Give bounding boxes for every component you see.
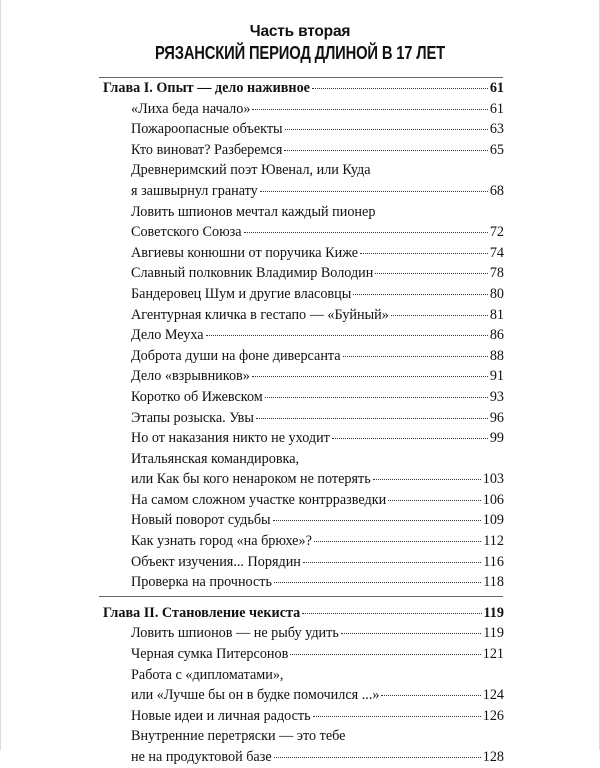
toc-entry-line [103, 706, 504, 727]
toc-page-number: 80 [489, 285, 504, 302]
toc-entry-title: Дело «взрывников» [131, 368, 250, 385]
toc-page-number: 63 [489, 121, 504, 138]
toc-entry-line [103, 623, 504, 644]
chapter-gap [103, 593, 504, 603]
toc-page-number: 119 [483, 625, 504, 642]
chapter-title: Глава I. Опыт — дело наживное [103, 80, 310, 96]
toc-entry-title: Как узнать город «на брюхе»? [131, 533, 312, 550]
chapter-title: Глава II. Становление чекиста [103, 604, 301, 621]
toc-entry-line [103, 263, 504, 284]
chapter-page-number: 119 [483, 604, 504, 621]
dot-leader [290, 654, 480, 655]
toc-entry-line [103, 449, 504, 470]
dot-leader [244, 232, 488, 233]
dot-leader [252, 109, 487, 110]
toc-entry-title: «Лиха беда начало» [131, 100, 251, 117]
dot-leader [314, 541, 481, 542]
dot-leader [388, 500, 481, 501]
toc-entry-title: Внутренние перетряски — это тебе [131, 728, 346, 745]
toc-entry-title: не на продуктовой базе [131, 749, 272, 765]
toc-entry-line [103, 243, 504, 264]
dot-leader [381, 695, 480, 696]
toc-page-number: 91 [489, 368, 504, 385]
dot-leader [312, 88, 488, 89]
toc-entry-title: На самом сложном участке контрразведки [131, 491, 387, 508]
part-label: Часть вторая [249, 23, 351, 40]
toc-entry-title: Новый поворот судьбы [131, 512, 271, 529]
toc-entry-line [103, 140, 504, 161]
toc-entry-title: Работа с «дипломатами», [131, 666, 284, 683]
dot-leader [353, 294, 488, 295]
dot-leader [256, 418, 488, 419]
toc-page-number: 74 [489, 244, 504, 261]
toc-entry-line [103, 119, 504, 140]
toc-page-number: 96 [489, 409, 504, 426]
toc-entry-line [103, 469, 504, 490]
toc-entry-title: Коротко об Ижевском [131, 388, 263, 405]
dot-leader [274, 582, 481, 583]
toc-entry-line [103, 644, 504, 665]
toc-entry-line [103, 284, 504, 305]
toc-page-number: 103 [482, 471, 504, 488]
toc-entry-title: Черная сумка Питерсонов [131, 646, 289, 663]
toc-entry-line [103, 408, 504, 429]
toc-entry-line [103, 726, 504, 747]
dot-leader [274, 757, 481, 758]
dot-leader [260, 191, 488, 192]
toc-entry-line [103, 665, 504, 686]
toc-entry-line [103, 346, 504, 367]
dot-leader [375, 273, 487, 274]
dot-leader [373, 479, 481, 480]
toc-page-number: 61 [489, 100, 504, 117]
toc-entry-title: или «Лучше бы он в будке помочился ...» [131, 687, 380, 704]
toc-entry-title: Советского Союза [131, 224, 242, 241]
part-title: РЯЗАНСКИЙ ПЕРИОД ДЛИНОЙ В 17 ЛЕТ [154, 43, 446, 63]
toc-page-number: 65 [489, 141, 504, 158]
toc-page-number: 78 [489, 265, 504, 282]
dot-leader [302, 613, 481, 614]
toc-entry-title: Славный полковник Владимир Володин [131, 265, 374, 282]
toc-entry-line [103, 685, 504, 706]
dot-leader [303, 562, 481, 563]
toc-entry-line [103, 428, 504, 449]
toc-entry-line [103, 572, 504, 593]
toc-entry-line [103, 510, 504, 531]
dot-leader [273, 520, 481, 521]
toc-entry-title: Ловить шпионов — не рыбу удить [131, 625, 339, 642]
toc-page-number: 88 [489, 347, 504, 364]
toc-page-number: 116 [483, 553, 504, 570]
dot-leader [206, 335, 488, 336]
toc-entry-title: я зашвырнул гранату [131, 182, 258, 199]
toc-entry-title: Доброта души на фоне диверсанта [131, 347, 341, 364]
toc-entry-line [103, 366, 504, 387]
table-of-contents [103, 78, 504, 768]
toc-entry-line [103, 531, 504, 552]
dot-leader [252, 376, 488, 377]
toc-page-number: 112 [483, 533, 504, 550]
chapter-heading [103, 78, 504, 99]
toc-entry-line [103, 387, 504, 408]
toc-entry-line [103, 552, 504, 573]
toc-entry-title: Кто виноват? Разберемся [131, 141, 283, 158]
toc-page-number: 72 [489, 224, 504, 241]
dot-leader [360, 253, 488, 254]
chapter-page-number: 61 [489, 80, 504, 96]
toc-entry-line [103, 325, 504, 346]
part-header [1, 22, 599, 64]
dot-leader [391, 315, 488, 316]
toc-page-number: 126 [482, 707, 504, 724]
toc-entry-line [103, 305, 504, 326]
dot-leader [341, 633, 481, 634]
dot-leader [332, 438, 488, 439]
toc-entry-title: Итальянская командировка, [131, 450, 300, 467]
toc-page-number: 118 [483, 574, 504, 591]
toc-entry-title: Объект изучения... Порядин [131, 553, 301, 570]
toc-page-number: 68 [489, 182, 504, 199]
toc-entry-line [103, 99, 504, 120]
toc-entry-title: Дело Меуха [131, 327, 204, 344]
toc-entry-line [103, 222, 504, 243]
toc-entry-title: Новые идеи и личная радость [131, 707, 311, 724]
toc-page-number: 81 [489, 306, 504, 323]
chapter-separator-rule [99, 596, 503, 597]
chapter-heading [103, 603, 504, 624]
toc-entry-title: Авгиевы конюшни от поручика Киже [131, 244, 359, 261]
toc-entry-title: Проверка на прочность [131, 574, 272, 591]
toc-entry-line [103, 747, 504, 768]
toc-entry-title: Агентурная кличка в гестапо — «Буйный» [131, 306, 389, 323]
toc-entry-title: или Как бы кого ненароком не потерять [131, 471, 371, 488]
dot-leader [285, 129, 488, 130]
dot-leader [313, 716, 481, 717]
toc-page-number: 99 [489, 430, 504, 447]
toc-page-number: 128 [482, 749, 504, 765]
dot-leader [343, 356, 488, 357]
toc-entry-line [103, 202, 504, 223]
toc-entry-title: Ловить шпионов мечтал каждый пионер [131, 203, 376, 220]
toc-entry-title: Бандеровец Шум и другие власовцы [131, 285, 352, 302]
toc-page-number: 86 [489, 327, 504, 344]
toc-page-number: 109 [482, 512, 504, 529]
toc-entry-title: Древнеримский поэт Ювенал, или Куда [131, 162, 371, 179]
toc-entry-line [103, 490, 504, 511]
toc-entry-line [103, 160, 504, 181]
toc-page-number: 93 [489, 388, 504, 405]
toc-entry-line [103, 181, 504, 202]
toc-page-number: 106 [482, 491, 504, 508]
dot-leader [265, 397, 488, 398]
toc-page-number: 121 [482, 646, 504, 663]
toc-entry-title: Пожароопасные объекты [131, 121, 283, 138]
dot-leader [284, 150, 487, 151]
toc-entry-title: Этапы розыска. Увы [131, 409, 254, 426]
toc-entry-title: Но от наказания никто не уходит [131, 430, 330, 447]
toc-page-number: 124 [482, 687, 504, 704]
